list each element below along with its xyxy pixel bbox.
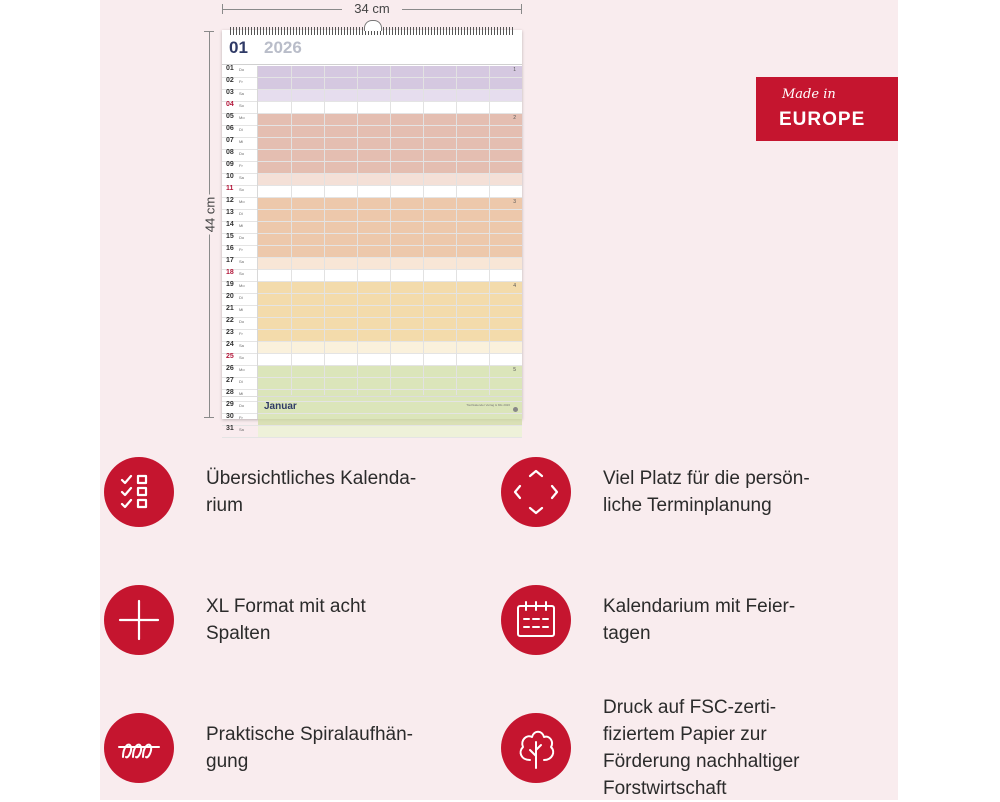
feature-5-line-2: gung — [206, 751, 249, 772]
day-number: 20 — [226, 293, 234, 300]
calendar-day-row — [222, 222, 522, 234]
expand-arrows-icon — [501, 457, 571, 527]
calendar-day-row — [222, 258, 522, 270]
calendar-day-row — [222, 282, 522, 294]
calendar-day-row — [222, 186, 522, 198]
weekday-label: Fr — [239, 415, 243, 420]
feature-text-2 — [603, 465, 810, 519]
calendar-day-row — [222, 102, 522, 114]
calendar-day-row — [222, 246, 522, 258]
calendar-day-row — [222, 306, 522, 318]
calendar-day-row — [222, 150, 522, 162]
weekday-label: So — [239, 355, 244, 360]
checklist-icon — [104, 457, 174, 527]
day-number: 10 — [226, 173, 234, 180]
calendar-day-row — [222, 198, 522, 210]
week-number: 4 — [513, 283, 516, 289]
feature-1-line-2: rium — [206, 495, 243, 516]
height-dimension — [200, 31, 220, 418]
feature-4-line-2: tagen — [603, 623, 651, 644]
column-divider — [423, 66, 424, 395]
calendar-rows — [222, 66, 522, 438]
feature-2-line-2: liche Terminplanung — [603, 495, 772, 516]
feature-3-line-1: XL Format mit acht — [206, 596, 366, 617]
day-number: 06 — [226, 125, 234, 132]
day-number: 31 — [226, 425, 234, 432]
weekday-label: Fr — [239, 79, 243, 84]
calendar-day-row — [222, 354, 522, 366]
feature-text-3 — [206, 593, 366, 647]
calendar-day-row — [222, 78, 522, 90]
weekday-label: Di — [239, 295, 243, 300]
weekday-label: Mi — [239, 307, 244, 312]
badge-line-1: Made in — [782, 87, 836, 102]
week-number: 1 — [513, 67, 516, 73]
day-number: 08 — [226, 149, 234, 156]
feature-text-6 — [603, 694, 799, 802]
day-number: 03 — [226, 89, 234, 96]
day-number: 26 — [226, 365, 234, 372]
column-divider — [489, 66, 490, 395]
week-number: 5 — [513, 367, 516, 373]
calendar-day-row — [222, 378, 522, 390]
calendar-year: 2026 — [264, 38, 302, 57]
feature-6-line-4: Forstwirtschaft — [603, 778, 727, 799]
feature-4-line-1: Kalendarium mit Feier- — [603, 596, 796, 617]
weekday-label: Mo — [239, 199, 245, 204]
calendar-month-number: 01 — [229, 38, 248, 57]
day-number: 18 — [226, 269, 234, 276]
day-number: 15 — [226, 233, 234, 240]
feature-text-4 — [603, 593, 795, 647]
day-number: 04 — [226, 101, 234, 108]
spiral-icon — [104, 713, 174, 783]
calendar-preview — [222, 30, 522, 432]
calendar-day-row — [222, 162, 522, 174]
calendar-day-row — [222, 366, 522, 378]
weekday-label: Fr — [239, 163, 243, 168]
calendar-day-row — [222, 210, 522, 222]
calendar-day-row — [222, 174, 522, 186]
weekday-label: Fr — [239, 247, 243, 252]
day-number: 25 — [226, 353, 234, 360]
day-number: 11 — [226, 185, 234, 192]
day-number: 23 — [226, 329, 234, 336]
week-number: 3 — [513, 199, 516, 205]
calendar-day-row — [222, 114, 522, 126]
made-in-europe-badge — [756, 77, 898, 141]
calendar-day-row — [222, 126, 522, 138]
badge-line-2: EUROPE — [779, 109, 866, 130]
feature-1-line-1: Übersichtliches Kalenda- — [206, 468, 417, 489]
weekday-label: Di — [239, 211, 243, 216]
column-divider — [324, 66, 325, 395]
day-number: 12 — [226, 197, 234, 204]
day-number: 01 — [226, 65, 234, 72]
day-number: 16 — [226, 245, 234, 252]
weekday-label: Mi — [239, 223, 244, 228]
weekday-label: Do — [239, 67, 245, 72]
width-dimension — [222, 0, 522, 20]
calendar-day-row — [222, 90, 522, 102]
weekday-label: Mi — [239, 139, 244, 144]
weekday-label: Sa — [239, 175, 244, 180]
weekday-label: So — [239, 103, 244, 108]
feature-2-line-1: Viel Platz für die persön- — [603, 468, 810, 489]
calendar-day-row — [222, 294, 522, 306]
calendar-month-name: Januar — [264, 401, 297, 412]
feature-6-line-2: fiziertem Papier zur — [603, 724, 767, 745]
calendar-day-row — [222, 330, 522, 342]
calendar-day-row — [222, 270, 522, 282]
publisher-logo — [513, 407, 518, 412]
weekday-label: So — [239, 271, 244, 276]
day-number: 17 — [226, 257, 234, 264]
column-divider — [291, 66, 292, 395]
day-number: 02 — [226, 77, 234, 84]
day-number: 09 — [226, 161, 234, 168]
width-label: 34 cm — [342, 1, 402, 16]
weekday-label: Do — [239, 235, 245, 240]
feature-6-line-1: Druck auf FSC-zerti- — [603, 697, 777, 718]
feature-5-line-1: Praktische Spiralaufhän- — [206, 724, 413, 745]
weekday-label: Do — [239, 403, 245, 408]
day-number: 30 — [226, 413, 234, 420]
day-number: 05 — [226, 113, 234, 120]
calendar-day-row — [222, 66, 522, 78]
day-number: 27 — [226, 377, 234, 384]
hanging-hook — [364, 20, 382, 31]
column-divider — [390, 66, 391, 395]
day-number: 21 — [226, 305, 234, 312]
day-number: 14 — [226, 221, 234, 228]
weekday-label: Mo — [239, 115, 245, 120]
weekday-label: Sa — [239, 343, 244, 348]
weekday-label: Mo — [239, 283, 245, 288]
calendar-day-row — [222, 234, 522, 246]
weekday-label: So — [239, 187, 244, 192]
day-number: 29 — [226, 401, 234, 408]
weekday-label: Do — [239, 151, 245, 156]
calendar-footer — [222, 396, 522, 419]
weekday-label: Fr — [239, 331, 243, 336]
calendar-day-row — [222, 318, 522, 330]
calendar-publisher: Tischkalender Verlag & Mls 2026 — [466, 403, 510, 407]
column-divider — [456, 66, 457, 395]
week-number: 2 — [513, 115, 516, 121]
tree-icon — [501, 713, 571, 783]
feature-3-line-2: Spalten — [206, 623, 271, 644]
day-number: 28 — [226, 389, 234, 396]
height-label: 44 cm — [203, 195, 218, 235]
weekday-label: Sa — [239, 91, 244, 96]
day-number: 13 — [226, 209, 234, 216]
calendar-day-row — [222, 426, 522, 438]
weekday-label: Di — [239, 127, 243, 132]
day-number: 19 — [226, 281, 234, 288]
calendar-day-row — [222, 342, 522, 354]
day-number: 07 — [226, 137, 234, 144]
weekday-label: Sa — [239, 259, 244, 264]
weekday-label: Di — [239, 379, 243, 384]
column-divider — [357, 66, 358, 395]
feature-text-1 — [206, 465, 416, 519]
weekday-label: Do — [239, 319, 245, 324]
day-number: 24 — [226, 341, 234, 348]
calendar-icon — [501, 585, 571, 655]
day-number: 22 — [226, 317, 234, 324]
weekday-label: Mo — [239, 367, 245, 372]
feature-6-line-3: Förderung nachhaltiger — [603, 751, 800, 772]
calendar-day-row — [222, 138, 522, 150]
feature-text-5 — [206, 721, 413, 775]
weekday-label: Mi — [239, 391, 244, 396]
plus-icon — [104, 585, 174, 655]
weekday-label: Sa — [239, 427, 244, 432]
